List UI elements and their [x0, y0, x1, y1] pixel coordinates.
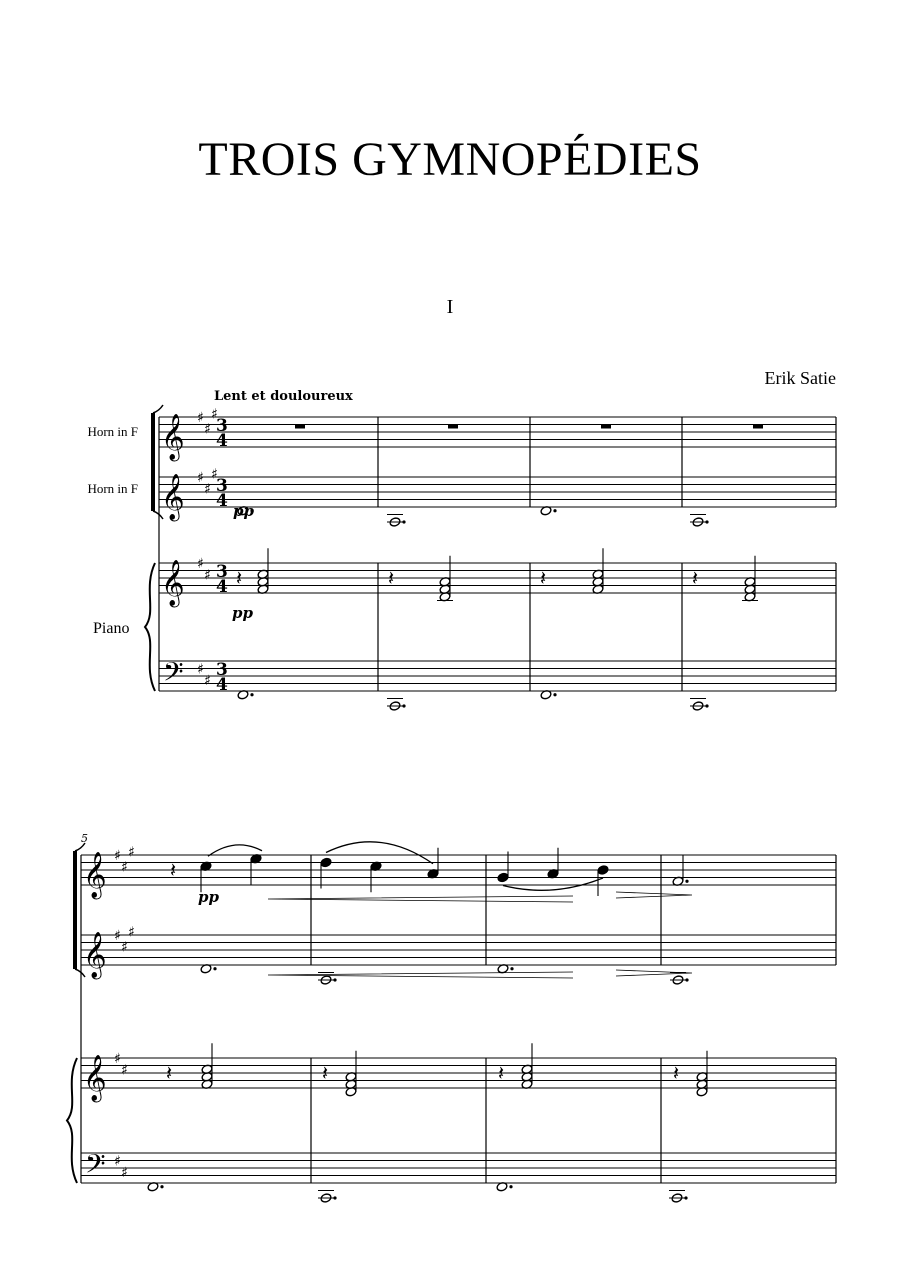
- augmentation-dot: [213, 967, 216, 970]
- quarter-rest: 𝄽: [170, 858, 177, 882]
- quarter-rest: 𝄽: [540, 566, 547, 590]
- horn1-melody-note: [320, 857, 332, 867]
- treble-clef-icon: 𝄞: [161, 414, 185, 460]
- quarter-rest: 𝄽: [166, 1061, 173, 1085]
- key-sharp: ♯: [211, 406, 218, 423]
- key-sharp: ♯: [204, 567, 211, 584]
- quarter-rest: 𝄽: [388, 566, 395, 590]
- piano-brace: [67, 1058, 77, 1183]
- quarter-rest: 𝄽: [236, 566, 243, 590]
- augmentation-dot: [250, 693, 253, 696]
- movement-number: I: [446, 296, 454, 318]
- key-sharp: ♯: [197, 470, 204, 486]
- time-sig-numerator: 3: [216, 660, 228, 680]
- key-sharp: ♯: [114, 928, 121, 944]
- augmentation-dot: [553, 693, 556, 696]
- tempo-marking: Lent et douloureux: [214, 389, 353, 404]
- key-sharp: ♯: [121, 1062, 128, 1079]
- time-sig-numerator: 3: [216, 416, 228, 436]
- treble-clef-icon: 𝄞: [83, 932, 107, 978]
- whole-rest: [753, 425, 763, 429]
- augmentation-dot: [553, 509, 556, 512]
- key-sharp: ♯: [114, 1153, 121, 1170]
- key-sharp: ♯: [197, 410, 204, 426]
- key-sharp: ♯: [204, 672, 211, 689]
- bracket-hook: [153, 405, 163, 413]
- augmentation-dot: [705, 520, 708, 523]
- horn2-dynamic-pp: pp: [233, 502, 254, 520]
- quarter-rest: 𝄽: [692, 566, 699, 590]
- treble-clef-icon: 𝄞: [161, 474, 185, 520]
- time-sig-denominator: 4: [216, 491, 228, 511]
- horn2-label: Horn in F: [87, 481, 138, 496]
- decrescendo-hairpin: [616, 892, 692, 898]
- whole-rest: [448, 425, 458, 429]
- key-sharp: ♯: [211, 466, 218, 483]
- key-sharp: ♯: [197, 661, 204, 678]
- time-sig-denominator: 4: [216, 577, 228, 597]
- augmentation-dot: [160, 1185, 163, 1188]
- key-sharp: ♯: [204, 481, 211, 498]
- composer-name: Erik Satie: [764, 368, 836, 388]
- slur: [326, 842, 433, 864]
- augmentation-dot: [684, 1196, 687, 1199]
- treble-clef-icon: 𝄞: [83, 852, 107, 898]
- key-sharp: ♯: [128, 844, 135, 861]
- augmentation-dot: [685, 978, 688, 981]
- bass-clef-icon: 𝄢: [163, 656, 184, 694]
- piano-label: Piano: [93, 620, 130, 637]
- measure-number: 5: [81, 832, 88, 845]
- quarter-rest: 𝄽: [673, 1061, 680, 1085]
- whole-rest: [295, 425, 305, 429]
- key-sharp: ♯: [197, 556, 204, 572]
- key-sharp: ♯: [204, 421, 211, 438]
- piano-brace: [145, 563, 155, 691]
- key-sharp: ♯: [114, 1051, 121, 1067]
- time-sig-numerator: 3: [216, 476, 228, 496]
- key-sharp: ♯: [114, 848, 121, 864]
- treble-clef-icon: 𝄞: [161, 560, 185, 606]
- piano-dynamic-pp: pp: [232, 604, 253, 622]
- key-sharp: ♯: [121, 1164, 128, 1181]
- key-sharp: ♯: [128, 924, 135, 941]
- horn1-melody-note: [597, 865, 609, 875]
- key-sharp: ♯: [121, 939, 128, 956]
- horn1-label: Horn in F: [87, 424, 138, 439]
- augmentation-dot: [510, 967, 513, 970]
- treble-clef-icon: 𝄞: [83, 1055, 107, 1101]
- crescendo-hairpin: [268, 896, 573, 902]
- time-sig-numerator: 3: [216, 562, 228, 582]
- augmentation-dot: [402, 704, 405, 707]
- augmentation-dot: [685, 880, 688, 883]
- score-title: TROIS GYMNOPÉDIES: [198, 133, 702, 186]
- time-sig-denominator: 4: [216, 675, 228, 695]
- key-sharp: ♯: [121, 859, 128, 876]
- crescendo-hairpin: [268, 972, 573, 978]
- slur: [503, 878, 603, 890]
- augmentation-dot: [402, 520, 405, 523]
- augmentation-dot: [333, 978, 336, 981]
- augmentation-dot: [509, 1185, 512, 1188]
- augmentation-dot: [333, 1196, 336, 1199]
- horn1-dynamic-pp: pp: [198, 888, 219, 906]
- time-sig-denominator: 4: [216, 431, 228, 451]
- quarter-rest: 𝄽: [322, 1061, 329, 1085]
- horn1-melody-note: [497, 872, 509, 882]
- whole-rest: [601, 425, 611, 429]
- bass-clef-icon: 𝄢: [85, 1148, 106, 1186]
- augmentation-dot: [705, 704, 708, 707]
- quarter-rest: 𝄽: [498, 1061, 505, 1085]
